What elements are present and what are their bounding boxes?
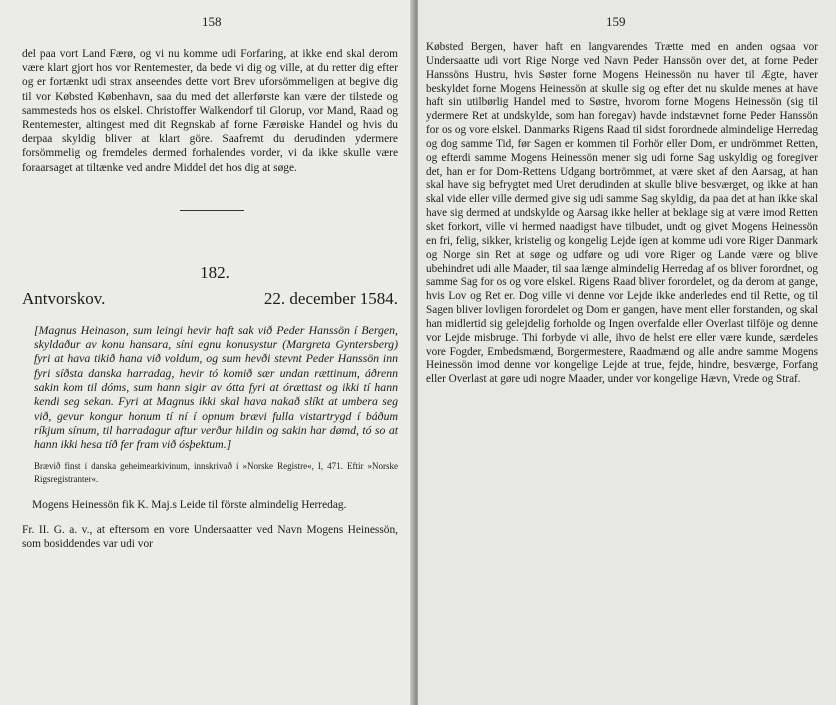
document-heading	[22, 289, 398, 309]
faroese-summary: [Magnus Heinason, sum leingi hevir haft sak við Peder Hanssön í Bergen, skyldaður av konu hansara, síni egnu konusystur (Margreta Gyntersberg) fyri at hava tikið hana við voldum, og sum hevði stevnt Peder Hanssön inn fyri síðsta danska harradag, hevir tó komið sær undan rættinum, áðrenn sakin kom til dóms, sum hann sigir av ótta fyri at órættast og ikki tí hann kendi seg sekan. Fyri at Magnus ikki skal hava nakað slíkt at umbera seg við, gevur kongur honum tí ní í opnum brævi fulla vistartrygd í báðum ríkjum sínum, til harradagur aftur verður hildin og sakin har dømd, tó so at hann ikki hesa tíð fer fram við ósþektum.]	[34, 322, 398, 452]
page-number: 158	[202, 14, 222, 29]
right-page	[418, 0, 836, 705]
page-number: 159	[606, 14, 626, 29]
document-date: 22. december 1584.	[263, 288, 398, 308]
document-place: Antvorskov.	[22, 288, 106, 308]
letter-continuation: del paa vort Land Færø, og vi nu komme udi Forfaring, at ikke end skal derom være klart gjort hos vor Rentemester, da bede vi dig og ville, at du retter dig efter og er fortænkt udi strax anseendes dette vort Brev uforsömmeligen at begive dig til vor Købsted København, saa du med det allerførste kan være der tilstede og sammesteds hos os elskel. Christoffer Walkendorf til Glorup, vor Mand, Raad og Rentemester, altingest med dit Regnskab af forne Færøiske Handel og hvis du derpaa skyldig bliver at klart göre. Saafremt du derudinden ydermere forsömmelig og fremdeles dermed forhalendes vorder, vi da ikke skulle være foraarsaget at tiltænke ved andre Middel det hos dig at søge.	[22, 48, 398, 174]
letter-heading: Mogens Heinessön fik K. Maj.s Leide til förste almindelig Herredag.	[32, 498, 347, 511]
section-divider	[180, 210, 244, 211]
source-note: Brævið finst í danska geheimearkivinum, innskrivað í »Norske Registre«, I, 471. Eftir »Norske Rigsregistranter«.	[34, 460, 398, 484]
left-page	[0, 0, 414, 705]
letter-opening: Fr. II. G. a. v., at eftersom en vore Undersaatter ved Navn Mogens Heinessön, som bosiddendes var udi vor	[22, 524, 398, 551]
document-number: 182.	[200, 262, 230, 282]
letter-body: Købsted Bergen, haver haft en langvarendes Trætte med en anden ogsaa vor Undersaatte udi vort Rige Norge ved Navn Peder Hanssön over det, at forne Peder Hanssöns Hustru, hvis Søster forne Mogens Heinessön nu haver til Ægte, haver beskyldet forne Mogens Heinessön at skulle sig og efter det nu skulde menes at have haft sin utilbørlig Handel med to Søstre, hvorom forne Mogens Heinessön (sig til ydermere Ret at undskylde, som han foregav) havde indstævnet forne Peder Hanssön for os og vore elskel. Danmarks Rigens Raad til sidst forordnede almindelige Herredag og dog samme Tid, før Sagen er kommen til Forhör eller Dom, er undrömmet Retten, og efterdi samme Mogens Heinessön mener sig udi forne Sag uskyldig og foregiver det, han er for Dom-Rettens Udgang bortrömmet, at være sket af den Aarsag, at han skal have sig befrygtet med Uret derudinden at skulle blive besværget, og ikke at han skal vide eller ville dermed give sig udi samme Sag skyldig, da paa det at han ikke skal have sig dermed at undskylde og Aarsag ikke heller at beklage sig at være imod Retten sket forkort, ville vi hermed naadigst have tilbudet, undt og givet Mogens Heinessön en fri, felig, sikker, kristelig og kongelig Lejde igen at komme udi vore Riger Danmark og Norge sin Ret at søge og udføre og udi vore Riger og Lande være og blive ubehindret udi alle Maader, til saa længe almindelig Herredag af os bliver forordnet, og samme Sag for os og vore elskel. Rigens Raad bliver forordelet, og da derom at gange, hvis Lov og Ret er. Dog ville vi denne vor Lejde ikke anderledes end til Rette, og til Sagen bliver lovligen forordelet og Dom er gangen, have ment eller forstanden, og skal han midlertid sig gelejdelig forholde og Ingen overfalde eller Overlast tilföje og denne vor Lejde misbruge. Thi forbyde vi alle, ihvo de helst ere eller være kunde, særdeles vore Fogder, Embedsmænd, Borgermestere, Raadmænd og alle andre samme Mogens Heinessön imod denne vor kongelige Lejde at true, fejde, hindre, besværge, Forfang eller Overlast at gøre udi nogre Maader, under vor kongelige Hævn, Vrede og Straf.	[426, 41, 818, 386]
